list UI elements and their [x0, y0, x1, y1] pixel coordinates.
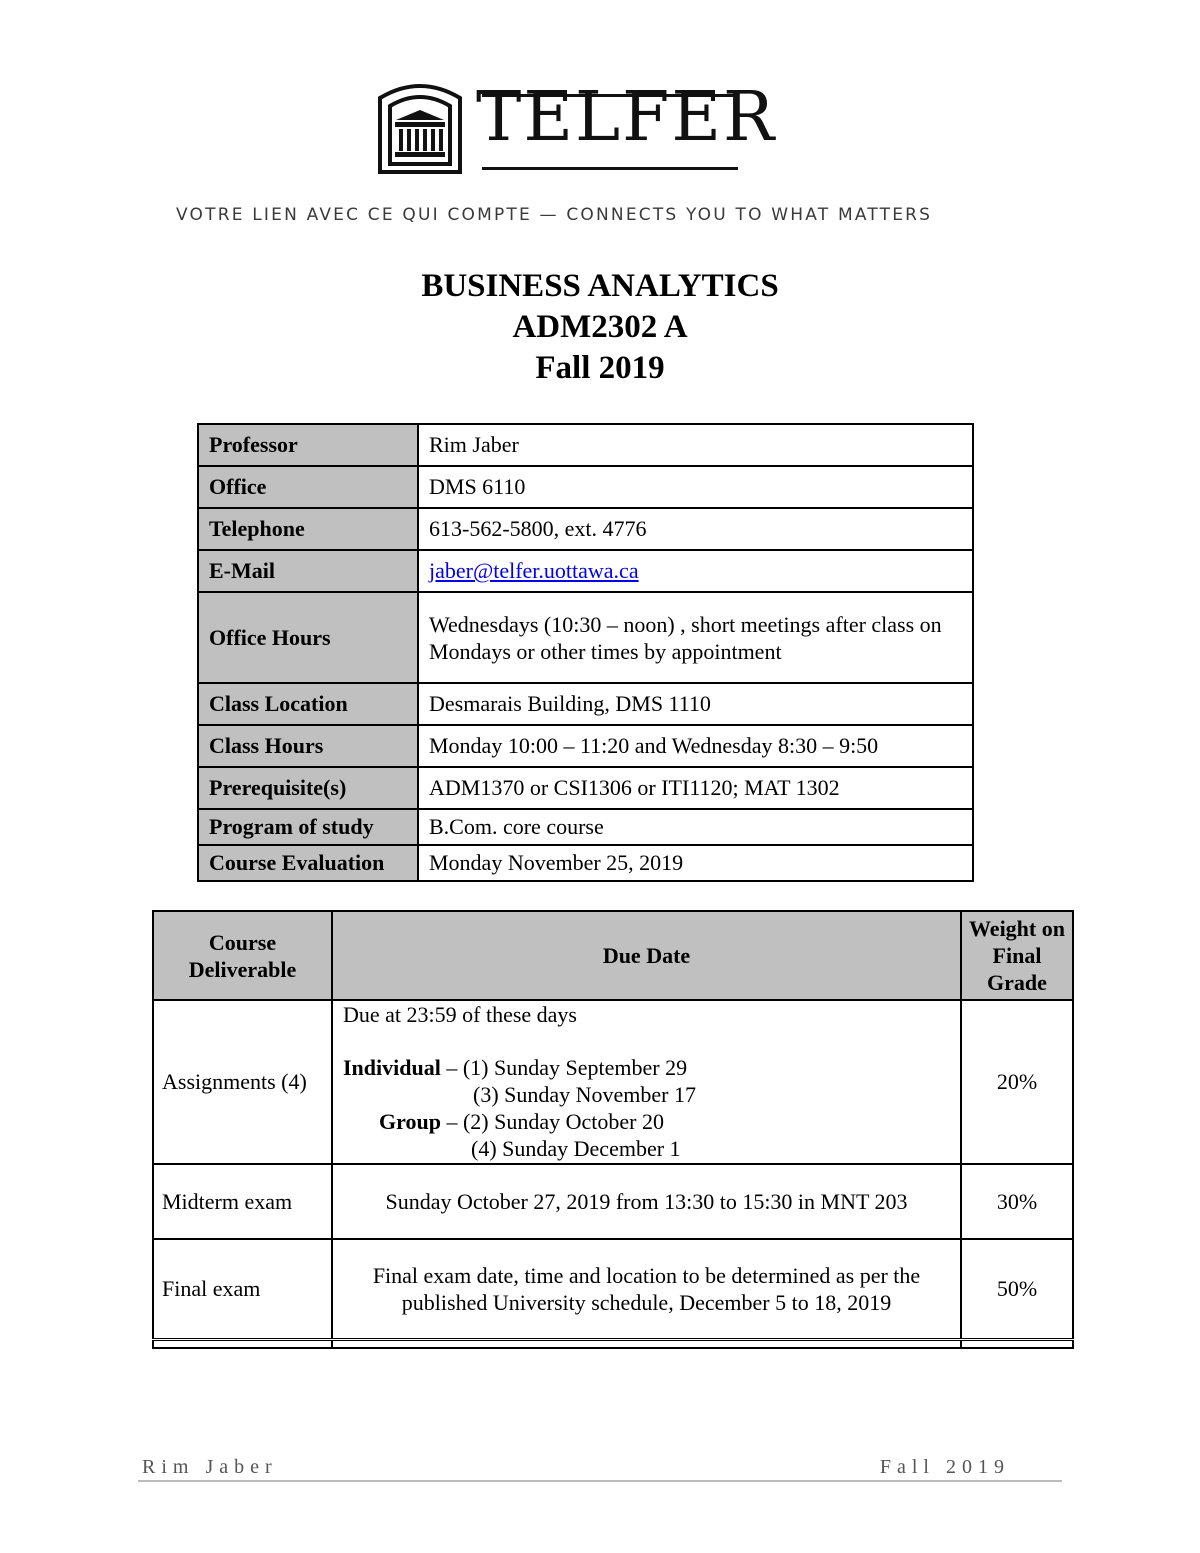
- info-label: Office Hours: [198, 592, 418, 683]
- deliverable-row-final: [153, 1239, 1073, 1339]
- deliverable-row-midterm: [153, 1164, 1073, 1239]
- info-value: Rim Jaber: [418, 424, 973, 466]
- info-label: Prerequisite(s): [198, 767, 418, 809]
- info-row-prerequisites: [198, 767, 973, 809]
- info-label: Course Evaluation: [198, 845, 418, 881]
- assignments-individual-line: [343, 1054, 950, 1081]
- deliverable-name: Assignments (4): [153, 1000, 332, 1164]
- info-value: DMS 6110: [418, 466, 973, 508]
- deliverable-weight: 30%: [961, 1164, 1073, 1239]
- footer-term: Fall 2019: [879, 1456, 1010, 1478]
- deliverable-due: [332, 1000, 961, 1164]
- course-name: BUSINESS ANALYTICS: [421, 268, 779, 304]
- info-row-class-location: [198, 683, 973, 725]
- logo-tagline: VOTRE LIEN AVEC CE QUI COMPTE — CONNECTS YOU TO WHAT MATTERS: [176, 205, 933, 225]
- info-row-evaluation: [198, 845, 973, 881]
- info-row-email: [198, 550, 973, 592]
- assignments-due-intro: Due at 23:59 of these days: [343, 1002, 577, 1027]
- info-label: Program of study: [198, 809, 418, 845]
- info-value: ADM1370 or CSI1306 or ITI1120; MAT 1302: [418, 767, 973, 809]
- deliverable-due: Sunday October 27, 2019 from 13:30 to 15:30 in MNT 203: [332, 1164, 961, 1239]
- logo-wordmark: TELFER: [476, 78, 777, 157]
- info-row-program: [198, 809, 973, 845]
- info-value: Monday November 25, 2019: [418, 845, 973, 881]
- header-weight: Weight on Final Grade: [961, 911, 1073, 1000]
- info-row-telephone: [198, 508, 973, 550]
- deliverables-table: [152, 910, 1074, 1349]
- individual-label: Individual: [343, 1055, 441, 1080]
- logo-rule-bottom: [482, 167, 738, 170]
- course-code: ADM2302 A: [512, 309, 688, 345]
- header-deliverable: Course Deliverable: [153, 911, 332, 1000]
- assignments-group-line: [343, 1108, 950, 1135]
- info-label: Class Location: [198, 683, 418, 725]
- deliverable-due: Final exam date, time and location to be determined as per the published University schedule, December 5 to 18, 2019: [332, 1239, 961, 1339]
- info-value: Monday 10:00 – 11:20 and Wednesday 8:30 – 9:50: [418, 725, 973, 767]
- info-value: Wednesdays (10:30 – noon) , short meetings after class on Mondays or other times by appointment: [418, 592, 973, 683]
- assignment-2-date: – (2) Sunday October 20: [446, 1109, 664, 1134]
- info-row-office-hours: [198, 592, 973, 683]
- deliverables-table-tail: [153, 1339, 1073, 1348]
- info-value: 613-562-5800, ext. 4776: [418, 508, 973, 550]
- info-row-professor: [198, 424, 973, 466]
- info-value: B.Com. core course: [418, 809, 973, 845]
- deliverable-weight: 20%: [961, 1000, 1073, 1164]
- deliverable-name: Final exam: [153, 1239, 332, 1339]
- info-value: Desmarais Building, DMS 1110: [418, 683, 973, 725]
- info-row-office: [198, 466, 973, 508]
- course-title: [0, 266, 1200, 389]
- email-link[interactable]: jaber@telfer.uottawa.ca: [429, 558, 639, 583]
- info-label: Telephone: [198, 508, 418, 550]
- deliverables-header-row: [153, 911, 1073, 1000]
- assignment-4-date: (4) Sunday December 1: [471, 1136, 681, 1161]
- assignment-3-date: (3) Sunday November 17: [473, 1082, 697, 1107]
- deliverable-row-assignments: [153, 1000, 1073, 1164]
- info-value: [418, 550, 973, 592]
- assignment-1-date: – (1) Sunday September 29: [446, 1055, 688, 1080]
- info-label: Professor: [198, 424, 418, 466]
- deliverable-name: Midterm exam: [153, 1164, 332, 1239]
- page-footer: [140, 1456, 1062, 1482]
- deliverable-weight: 50%: [961, 1239, 1073, 1339]
- info-label: E-Mail: [198, 550, 418, 592]
- header-due-date: Due Date: [332, 911, 961, 1000]
- building-icon: [374, 76, 466, 176]
- info-label: Class Hours: [198, 725, 418, 767]
- group-label: Group: [379, 1109, 441, 1134]
- course-info-table: [197, 423, 974, 882]
- footer-author: Rim Jaber: [142, 1456, 278, 1478]
- footer-rule: [138, 1480, 1062, 1482]
- course-term: Fall 2019: [535, 350, 665, 386]
- info-label: Office: [198, 466, 418, 508]
- info-row-class-hours: [198, 725, 973, 767]
- telfer-logo: [374, 76, 777, 176]
